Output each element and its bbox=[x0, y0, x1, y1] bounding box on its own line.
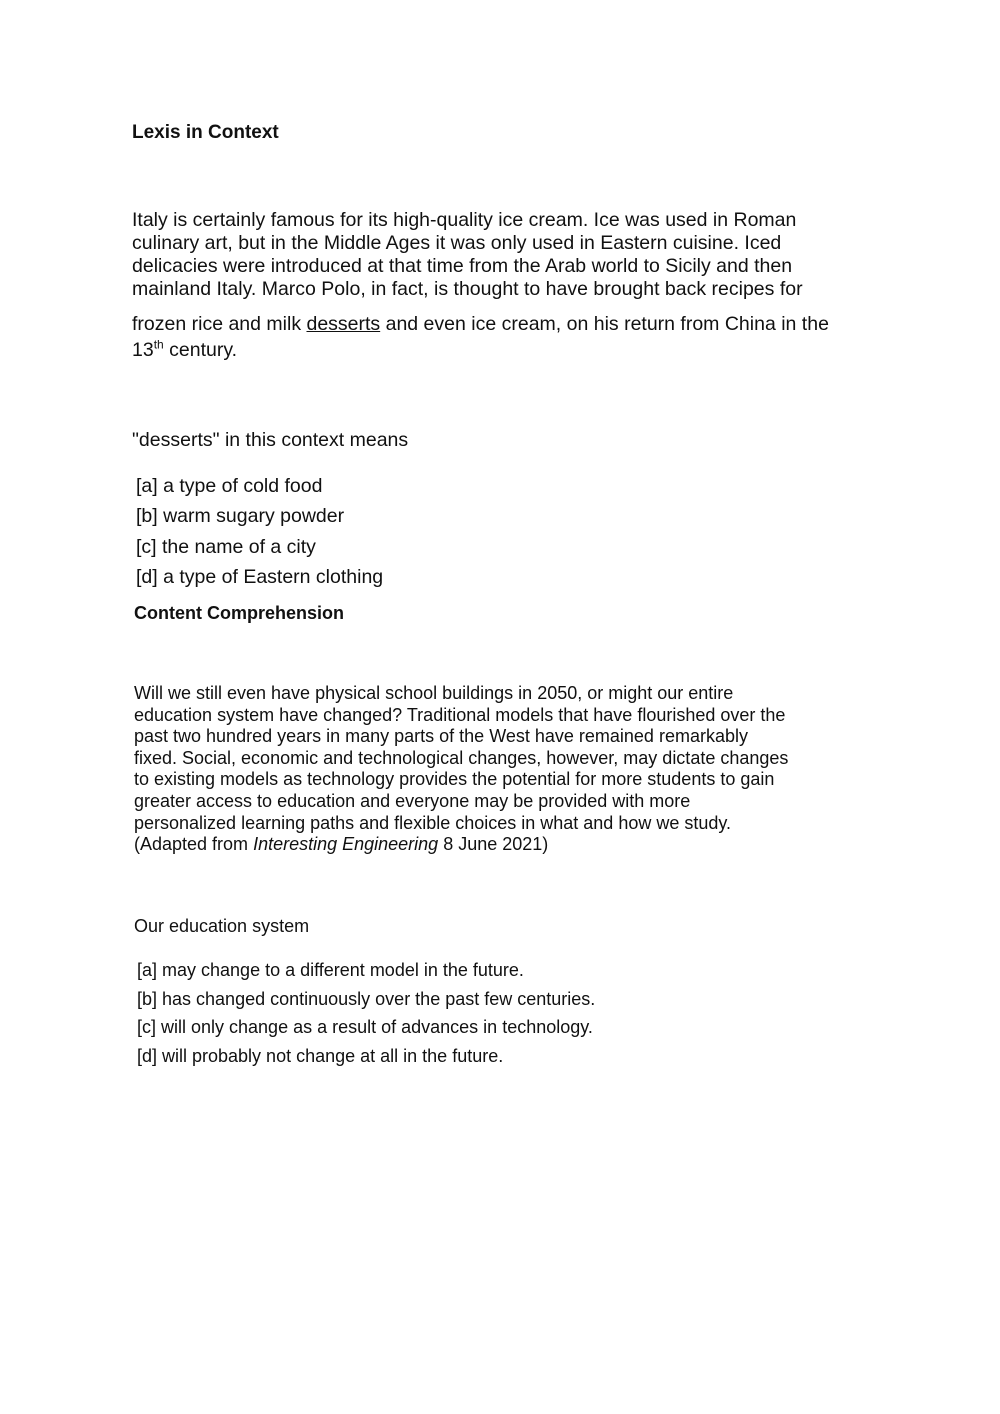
passage-line: fixed. Social, economic and technological changes, however, may dictate changes bbox=[134, 747, 789, 768]
answer-option-b[interactable]: [b] warm sugary powder bbox=[136, 505, 345, 528]
citation-source-title: Interesting Engineering bbox=[253, 834, 439, 855]
answer-options bbox=[136, 474, 383, 595]
question-prompt: "desserts" in this context means bbox=[132, 429, 409, 451]
source-citation bbox=[134, 834, 854, 856]
answer-option-d[interactable]: [d] will probably not change at all in the future. bbox=[137, 1045, 504, 1066]
passage-line: past two hundred years in many parts of the West have remained remarkably bbox=[134, 726, 748, 747]
passage-line bbox=[132, 313, 872, 336]
passage-line: greater access to education and everyone may be provided with more bbox=[134, 790, 691, 811]
passage-line: education system have changed? Traditional models that have flourished over the bbox=[134, 704, 786, 725]
passage-text: frozen rice and milk bbox=[132, 313, 307, 335]
answer-option-c[interactable]: [c] will only change as a result of advances in technology. bbox=[137, 1017, 593, 1037]
section-title-lexis: Lexis in Context bbox=[132, 122, 279, 143]
ordinal-suffix: th bbox=[153, 337, 164, 352]
reading-passage-ice-cream bbox=[132, 209, 872, 362]
reading-passage-education bbox=[134, 683, 854, 856]
citation-date: 8 June 2021) bbox=[438, 834, 549, 855]
answer-option-d[interactable]: [d] a type of Eastern clothing bbox=[136, 565, 384, 588]
question-prompt: Our education system bbox=[134, 916, 310, 936]
answer-options bbox=[137, 959, 595, 1073]
passage-line: mainland Italy. Marco Polo, in fact, is thought to have brought back recipes for bbox=[132, 278, 803, 300]
passage-text: century. bbox=[163, 339, 238, 361]
answer-option-b[interactable]: [b] has changed continuously over the past few centuries. bbox=[137, 988, 596, 1009]
citation-text: (Adapted from bbox=[134, 834, 254, 855]
answer-option-a[interactable]: [a] may change to a different model in the future. bbox=[137, 960, 524, 980]
passage-line: Will we still even have physical school buildings in 2050, or might our entire bbox=[134, 683, 734, 703]
passage-line: Italy is certainly famous for its high-quality ice cream. Ice was used in Roman bbox=[132, 209, 797, 231]
century-number: 13 bbox=[132, 339, 154, 361]
passage-line: to existing models as technology provides the potential for more students to gain bbox=[134, 769, 775, 790]
answer-option-a[interactable]: [a] a type of cold food bbox=[136, 475, 323, 497]
passage-line: culinary art, but in the Middle Ages it was only used in Eastern cuisine. Iced bbox=[132, 232, 782, 254]
passage-text: and even ice cream, on his return from China in the bbox=[380, 313, 829, 335]
passage-line bbox=[132, 339, 872, 362]
target-word-desserts: desserts bbox=[306, 313, 381, 335]
answer-option-c[interactable]: [c] the name of a city bbox=[136, 535, 316, 558]
passage-line: delicacies were introduced at that time from the Arab world to Sicily and then bbox=[132, 255, 793, 277]
section-title-comprehension: Content Comprehension bbox=[134, 603, 344, 623]
passage-line: personalized learning paths and flexible choices in what and how we study. bbox=[134, 812, 732, 833]
